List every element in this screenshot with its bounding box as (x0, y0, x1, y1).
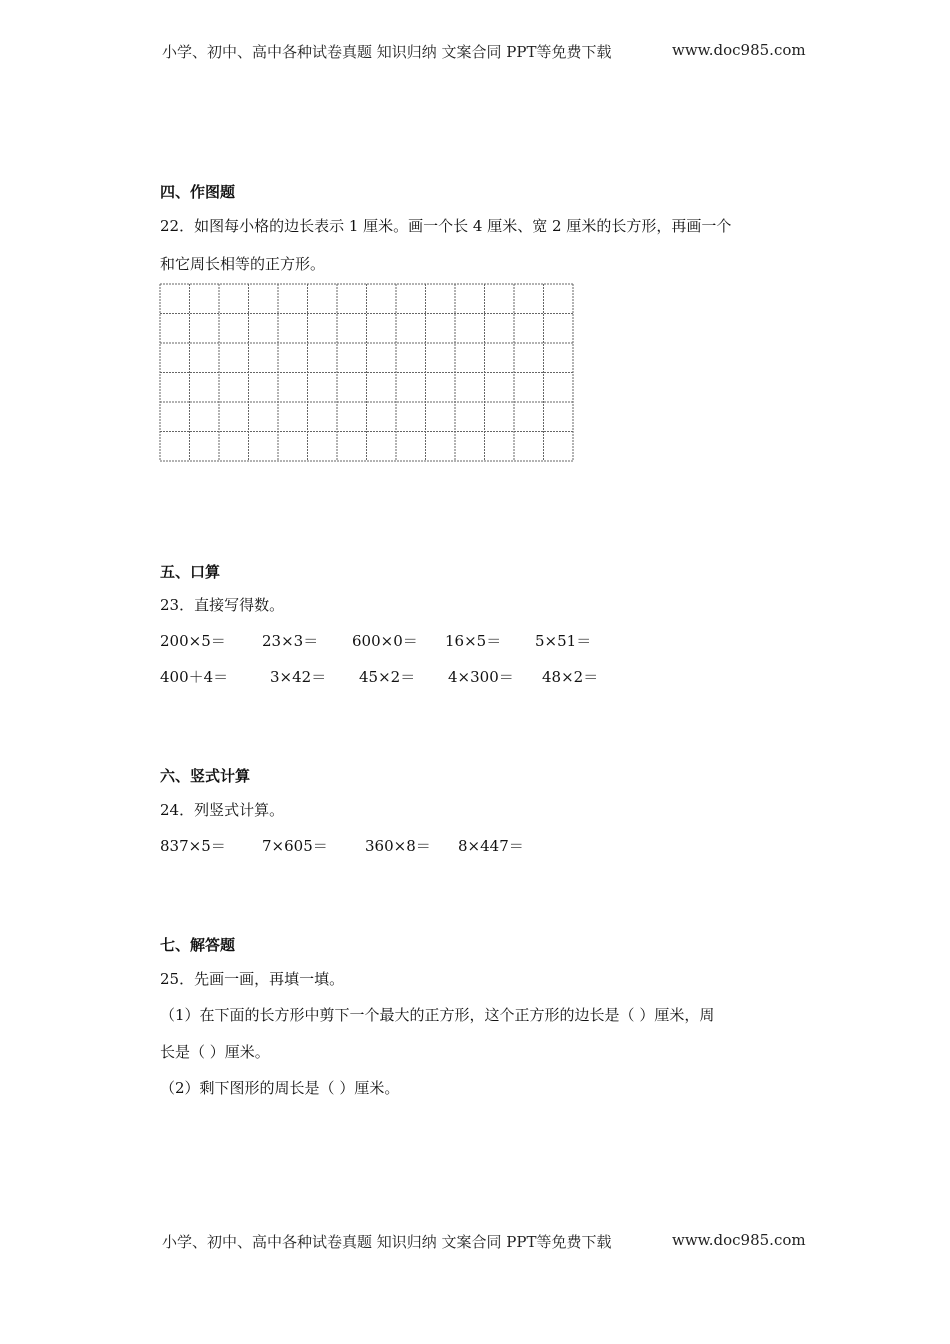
math-item: 3×42＝ (270, 668, 327, 686)
math-item: 400＋4＝ (160, 668, 229, 686)
math-item: 200×5＝ (160, 632, 226, 650)
section-title-vertical-calc: 六、竖式计算 (160, 767, 251, 785)
question-25-part2: （2）剩下图形的周长是（ ）厘米。 (160, 1079, 400, 1097)
question-25-part1-line1: （1）在下面的长方形中剪下一个最大的正方形，这个正方形的边长是（ ）厘米，周 (160, 1006, 715, 1024)
drawing-grid[interactable] (159, 283, 575, 467)
calc-item: 8×447＝ (458, 837, 524, 855)
header-slogan: 小学、初中、高中各种试卷真题 知识归纳 文案合同 PPT等免费下载 (162, 43, 612, 61)
math-item: 600×0＝ (352, 632, 418, 650)
section-title-drawing: 四、作图题 (160, 183, 236, 201)
calc-item: 7×605＝ (262, 837, 328, 855)
math-item: 48×2＝ (542, 668, 599, 686)
question-22-line2: 和它周长相等的正方形。 (160, 255, 326, 273)
math-item: 16×5＝ (445, 632, 502, 650)
header-url[interactable]: www.doc985.com (672, 41, 806, 59)
math-item: 45×2＝ (359, 668, 416, 686)
math-item: 5×51＝ (535, 632, 592, 650)
question-25: 25．先画一画，再填一填。 (160, 970, 345, 988)
question-23: 23．直接写得数。 (160, 596, 285, 614)
question-25-part1-line2: 长是（ ）厘米。 (160, 1043, 270, 1061)
math-item: 4×300＝ (448, 668, 514, 686)
question-22-line1: 22．如图每小格的边长表示 1 厘米。画一个长 4 厘米、宽 2 厘米的长方形，再画一个 (160, 217, 732, 235)
footer-slogan: 小学、初中、高中各种试卷真题 知识归纳 文案合同 PPT等免费下载 (162, 1233, 612, 1251)
calc-item: 837×5＝ (160, 837, 226, 855)
section-title-word-problems: 七、解答题 (160, 936, 236, 954)
calc-item: 360×8＝ (365, 837, 431, 855)
footer-url[interactable]: www.doc985.com (672, 1231, 806, 1249)
section-title-mental-math: 五、口算 (160, 563, 221, 581)
math-item: 23×3＝ (262, 632, 319, 650)
question-24: 24．列竖式计算。 (160, 801, 285, 819)
